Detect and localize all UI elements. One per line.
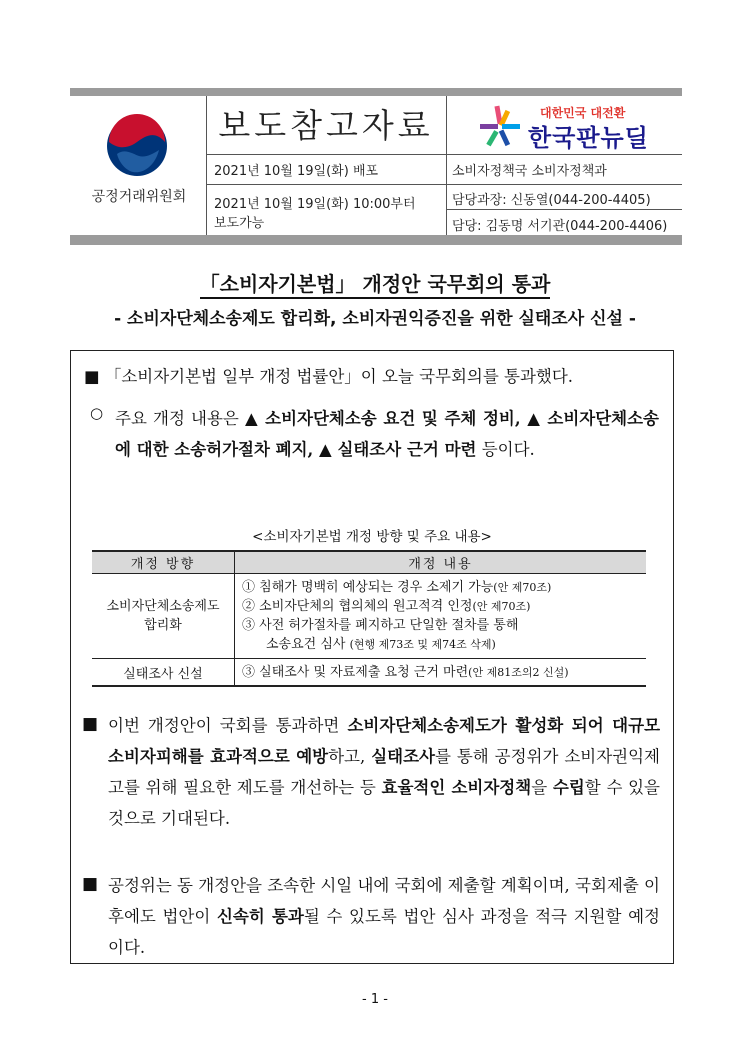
bullet-circle: ○	[90, 404, 104, 422]
doc-type-title: 보도참고자료	[218, 106, 434, 145]
header-divider	[446, 96, 447, 235]
table-cell-content: ① 침해가 명백히 예상되는 경우 소제기 가능(안 제70조) ② 소비자단체의 협의체의 원고적격 인정(안 제70조) ③ 사전 허가절차를 폐지하고 단일한 절차를 통해 소송요건 심사 (현행 제73조 및 제74조 삭제)	[235, 574, 647, 659]
government-emblem-icon	[105, 114, 169, 178]
manager-contact: 담당과장: 신동열(044-200-4405)	[452, 193, 651, 208]
revision-table	[92, 550, 646, 687]
bullet-square: ■	[84, 367, 100, 386]
distribution-date: 2021년 10월 19일(화) 배포	[214, 164, 379, 179]
slogan-small: 대한민국 대전환	[540, 106, 626, 120]
slogan-big: 한국판뉴딜	[528, 124, 649, 152]
table-caption: <소비자기본법 개정 방향 및 주요 내용>	[252, 529, 492, 545]
embargo-line2: 보도가능	[214, 216, 265, 231]
header-divider	[206, 184, 682, 185]
page-number: - 1 -	[362, 992, 388, 1007]
paragraph-3: 이번 개정안이 국회를 통과하면 소비자단체소송제도가 활성화 되어 대규모 소비자피해를 효과적으로 예방하고, 실태조사를 통해 공정위가 소비자권익제고를 위해 필요한 제도를 개선하는 등 효율적인 소비자정책을 수립할 수 있을 것으로 기대된다.	[108, 716, 661, 828]
header-divider	[206, 154, 682, 155]
bullet-square: ■	[82, 714, 99, 734]
embargo-line1: 2021년 10월 19일(화) 10:00부터	[214, 197, 416, 212]
agency-name: 공정거래위원회	[91, 189, 187, 205]
table-cell-direction: 소비자단체소송제도 합리화	[92, 574, 235, 659]
table-cell-content: ③ 실태조사 및 자료제출 요청 근거 마련(안 제81조의2 신설)	[235, 659, 647, 687]
header-bottom-bar	[70, 235, 682, 245]
korean-new-deal-logo-icon	[478, 104, 522, 148]
bullet-square: ■	[82, 874, 99, 894]
table-header-content: 개정 내용	[235, 551, 647, 574]
table-cell-direction: 실태조사 신설	[92, 659, 235, 687]
staff-contact: 담당: 김동명 서기관(044-200-4406)	[452, 219, 668, 234]
headline: 「소비자기본법」 개정안 국무회의 통과	[0, 268, 750, 297]
paragraph-4: 공정위는 동 개정안을 조속한 시일 내에 국회에 제출할 계획이며, 국회제출 이후에도 법안이 신속히 통과될 수 있도록 법안 심사 과정을 적극 지원할 예정이다.	[108, 876, 660, 957]
department: 소비자정책국 소비자정책과	[452, 164, 607, 179]
header-top-bar	[70, 88, 682, 96]
table-header-direction: 개정 방향	[92, 551, 235, 574]
paragraph-2: 주요 개정 내용은 ▲ 소비자단체소송 요건 및 주체 정비, ▲ 소비자단체소송에 대한 소송허가절차 폐지, ▲ 실태조사 근거 마련 등이다.	[115, 409, 659, 459]
paragraph-1: ■ 「소비자기본법 일부 개정 법률안」이 오늘 국무회의를 통과했다.	[84, 367, 574, 386]
subheadline: - 소비자단체소송제도 합리화, 소비자권익증진을 위한 실태조사 신설 -	[114, 309, 636, 329]
header-divider	[446, 209, 682, 210]
